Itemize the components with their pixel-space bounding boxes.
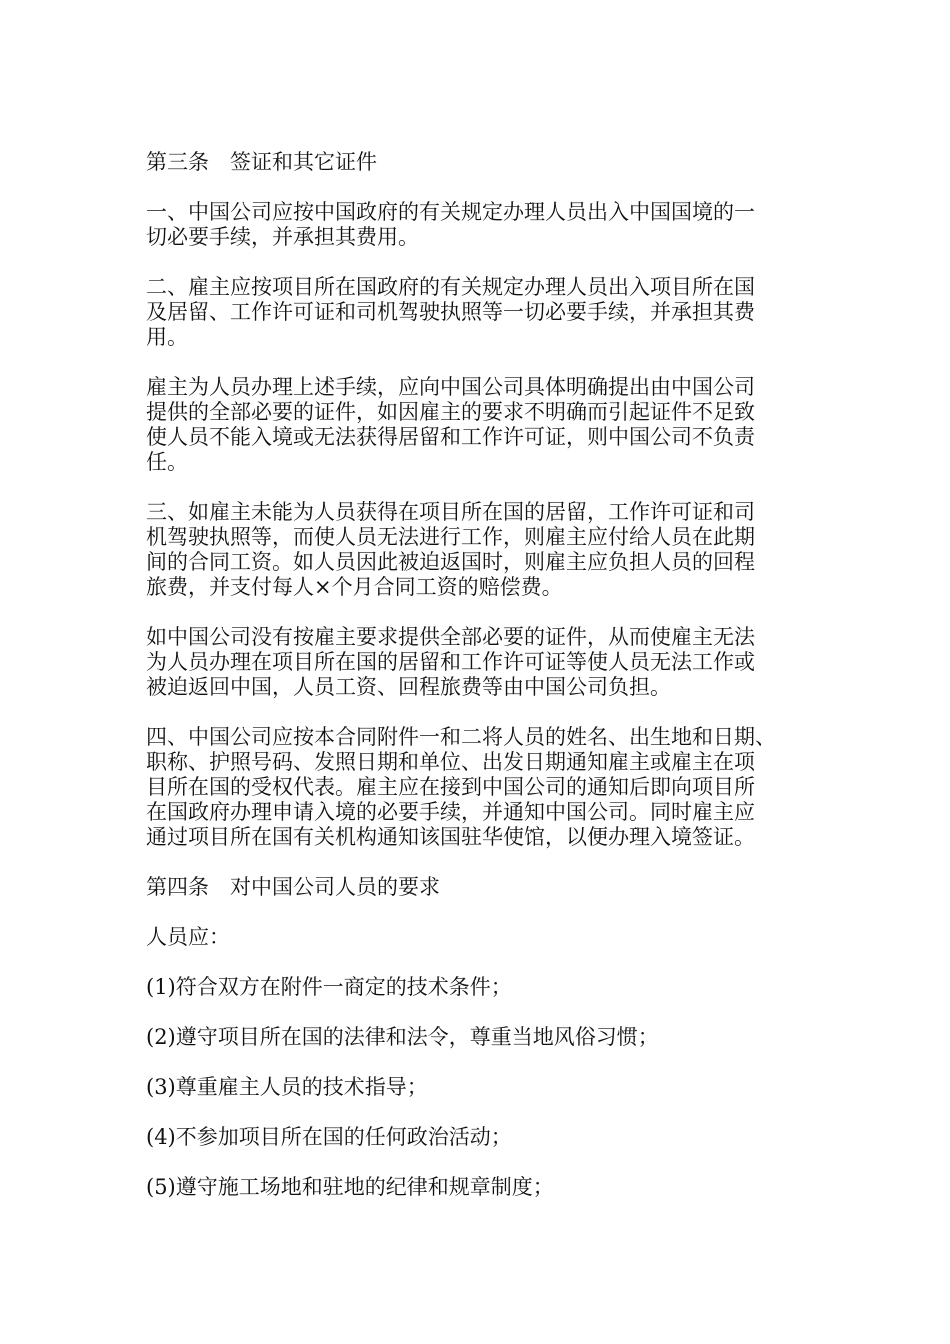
paragraph-line: 切必要手续，并承担其费用。 [146, 225, 419, 249]
paragraph-line: 旅费，并支付每人×个月合同工资的赔偿费。 [146, 575, 563, 599]
article-4-intro [146, 925, 810, 950]
list-item: (4)不参加项目所在国的任何政治活动； [146, 1125, 512, 1149]
list-item: (3)尊重雇主人员的技术指导； [146, 1075, 428, 1099]
list-item: (5)遵守施工场地和驻地的纪律和规章制度； [146, 1175, 554, 1199]
paragraph-line: 及居留、工作许可证和司机驾驶执照等一切必要手续，并承担其费 [146, 300, 755, 324]
paragraph-line: 提供的全部必要的证件，如因雇主的要求不明确而引起证件不足致 [146, 400, 755, 424]
paragraph-line: 使人员不能入境或无法获得居留和工作许可证，则中国公司不负责 [146, 425, 755, 449]
paragraph-line: 二、雇主应按项目所在国政府的有关规定办理人员出入项目所在国 [146, 275, 755, 299]
paragraph-line: 目所在国的受权代表。雇主应在接到中国公司的通知后即向项目所 [146, 775, 755, 799]
article-4-item-5 [146, 1175, 810, 1200]
paragraph-line: 任。 [146, 450, 188, 474]
article-3-item-2-note [146, 375, 810, 475]
paragraph-line: 三、如雇主未能为人员获得在项目所在国的居留，工作许可证和司 [146, 500, 755, 524]
article-4-item-4 [146, 1125, 810, 1150]
paragraph-line: 如中国公司没有按雇主要求提供全部必要的证件，从而使雇主无法 [146, 625, 755, 649]
article-4-heading [146, 875, 810, 900]
paragraph-line: 职称、护照号码、发照日期和单位、出发日期通知雇主或雇主在项 [146, 750, 755, 774]
paragraph-line: 被迫返回中国，人员工资、回程旅费等由中国公司负担。 [146, 675, 671, 699]
article-4-heading-text: 第四条 对中国公司人员的要求 [146, 875, 440, 899]
paragraph-line: 雇主为人员办理上述手续，应向中国公司具体明确提出由中国公司 [146, 375, 755, 399]
paragraph-line: 用。 [146, 325, 188, 349]
paragraph-line: 四、中国公司应按本合同附件一和二将人员的姓名、出生地和日期、 [146, 725, 776, 749]
article-4-item-3 [146, 1075, 810, 1100]
document-body [146, 150, 810, 1225]
article-3-heading-text: 第三条 签证和其它证件 [146, 150, 377, 174]
paragraph-line: 人员应： [146, 925, 230, 949]
article-3-item-1 [146, 200, 810, 250]
article-3-item-3-note [146, 625, 810, 700]
article-3-heading [146, 150, 810, 175]
paragraph-line: 为人员办理在项目所在国的居留和工作许可证等使人员无法工作或 [146, 650, 755, 674]
list-item: (2)遵守项目所在国的法律和法令，尊重当地风俗习惯； [146, 1025, 659, 1049]
article-4-item-1 [146, 975, 810, 1000]
paragraph-line: 一、中国公司应按中国政府的有关规定办理人员出入中国国境的一 [146, 200, 755, 224]
paragraph-line: 机驾驶执照等，而使人员无法进行工作，则雇主应付给人员在此期 [146, 525, 755, 549]
paragraph-line: 在国政府办理申请入境的必要手续，并通知中国公司。同时雇主应 [146, 800, 755, 824]
list-item: (1)符合双方在附件一商定的技术条件； [146, 975, 512, 999]
paragraph-line: 间的合同工资。如人员因此被迫返国时，则雇主应负担人员的回程 [146, 550, 755, 574]
paragraph-line: 通过项目所在国有关机构通知该国驻华使馆，以便办理入境签证。 [146, 825, 755, 849]
article-3-item-3 [146, 500, 810, 600]
article-3-item-4 [146, 725, 810, 850]
article-4-item-2 [146, 1025, 810, 1050]
article-3-item-2 [146, 275, 810, 350]
